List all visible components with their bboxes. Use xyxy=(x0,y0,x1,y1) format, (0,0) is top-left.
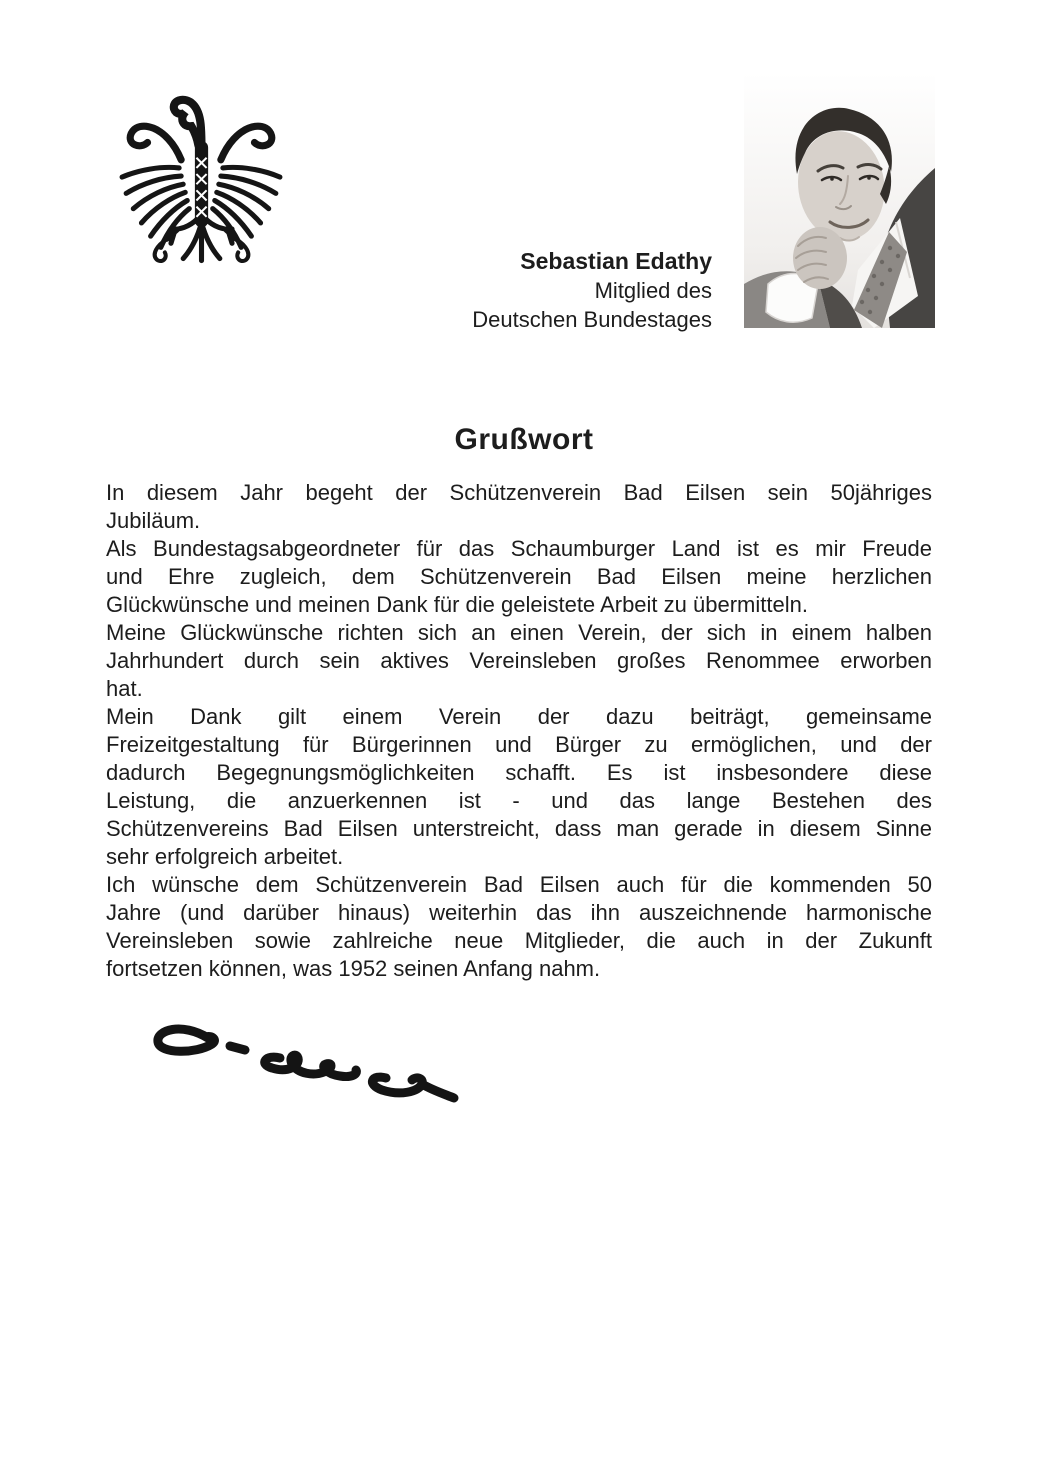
body-line: Mein Dank gilt einem Verein der dazu beiträgt, gemeinsame xyxy=(106,704,932,729)
body-line: In diesem Jahr begeht der Schützenverein Bad Eilsen sein 50jähriges xyxy=(106,480,932,505)
body-line: Ich wünsche dem Schützenverein Bad Eilsen auch für die kommenden 50 xyxy=(106,872,932,897)
body-line: hat. xyxy=(106,676,143,701)
letter-body xyxy=(106,479,932,983)
page-title: Grußwort xyxy=(454,423,594,456)
paragraph-1 xyxy=(106,479,932,535)
body-line: fortsetzen können, was 1952 seinen Anfang nahm. xyxy=(106,956,601,981)
body-line: Leistung, die anzuerkennen ist - und das lange Bestehen des xyxy=(106,788,932,813)
body-line: und Ehre zugleich, dem Schützenverein Bad Eilsen meine herzlichen xyxy=(106,564,932,589)
letterhead-block xyxy=(292,247,712,334)
body-line: Freizeitgestaltung für Bürgerinnen und Bürger zu ermöglichen, und der xyxy=(106,732,932,757)
signature-icon xyxy=(146,1014,502,1114)
body-line: Glückwünsche und meinen Dank für die geleistete Arbeit zu übermitteln. xyxy=(106,592,808,617)
portrait-photo xyxy=(744,72,935,328)
paragraph-4 xyxy=(106,703,932,871)
bundesadler-eagle-icon xyxy=(116,80,286,264)
author-role-line1: Mitglied des xyxy=(594,278,712,303)
body-line: Schützenvereins Bad Eilsen unterstreicht, dass man gerade in diesem Sinne xyxy=(106,816,932,841)
author-name: Sebastian Edathy xyxy=(520,248,712,274)
body-line: Als Bundestagsabgeordneter für das Schaumburger Land ist es mir Freude xyxy=(106,536,932,561)
body-line: Jahrhundert durch sein aktives Vereinsleben großes Renommee erworben xyxy=(106,648,932,673)
paragraph-2 xyxy=(106,535,932,619)
body-line: Vereinsleben sowie zahlreiche neue Mitglieder, die auch in der Zukunft xyxy=(106,928,932,953)
paragraph-3 xyxy=(106,619,932,703)
body-line: Jubiläum. xyxy=(106,508,201,533)
author-role-line2: Deutschen Bundestages xyxy=(472,307,712,332)
body-line: Jahre (und darüber hinaus) weiterhin das ihn auszeichnende harmonische xyxy=(106,900,932,925)
body-line: dadurch Begegnungsmöglichkeiten schafft. Es ist insbesondere diese xyxy=(106,760,932,785)
paragraph-5 xyxy=(106,871,932,983)
body-line: sehr erfolgreich arbeitet. xyxy=(106,844,344,869)
body-line: Meine Glückwünsche richten sich an einen Verein, der sich in einem halben xyxy=(106,620,932,645)
